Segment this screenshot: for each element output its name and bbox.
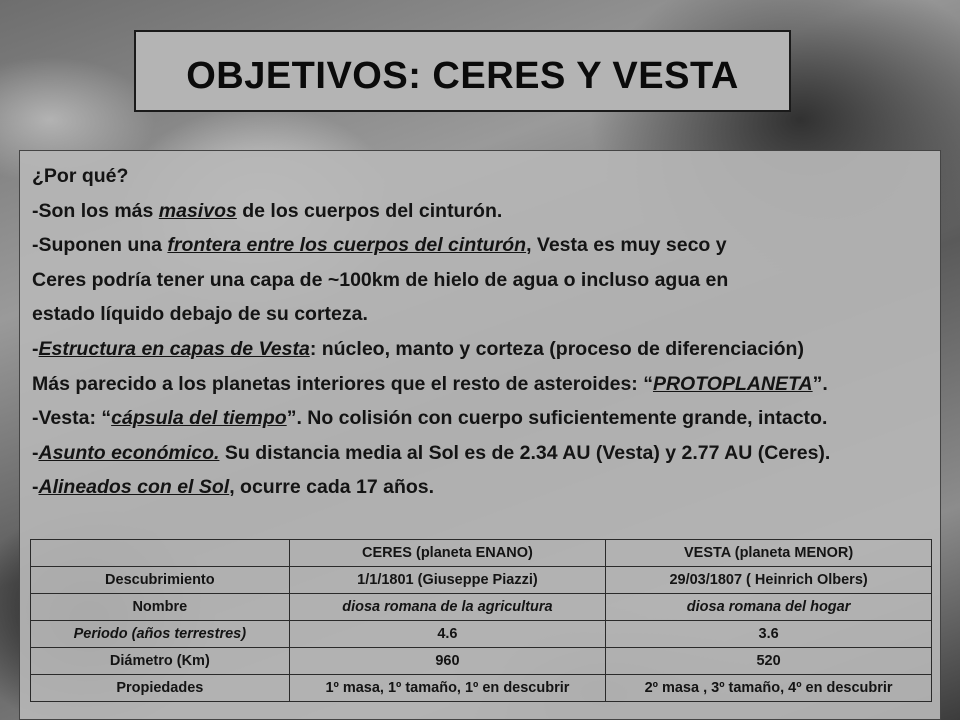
text-span: Ceres podría tener una capa de ~100km de hielo de agua o incluso agua en: [32, 268, 729, 291]
text-span: , ocurre cada 17 años.: [229, 476, 435, 499]
table-cell: 4.6: [289, 621, 606, 648]
text-line-6: [32, 332, 932, 367]
text-line-4: [32, 263, 932, 298]
text-block: [32, 159, 932, 505]
table-header-cell: CERES (planeta ENANO): [289, 540, 606, 567]
table-header-cell: VESTA (planeta MENOR): [606, 540, 932, 567]
table-row: [31, 621, 932, 648]
text-span: -Vesta: “: [32, 407, 112, 430]
text-line-8: [32, 401, 932, 436]
text-span: , Vesta es muy seco y: [526, 234, 727, 257]
text-span: ”. No colisión con cuerpo suficientemente grande, intacto.: [286, 407, 828, 430]
text-span: -: [32, 441, 39, 464]
text-span: estado líquido debajo de su corteza.: [32, 303, 368, 326]
content-box: [19, 150, 941, 720]
emphasis-span: frontera entre los cuerpos del cinturón: [167, 234, 527, 257]
table-cell: 1/1/1801 (Giuseppe Piazzi): [289, 567, 606, 594]
table-row: [31, 594, 932, 621]
text-line-9: [32, 436, 932, 471]
text-span: Su distancia media al Sol es de 2.34 AU (Vesta) y 2.77 AU (Ceres).: [219, 441, 831, 464]
table-cell: diosa romana de la agricultura: [289, 594, 606, 621]
emphasis-span: cápsula del tiempo: [111, 407, 287, 430]
table-row-label: Nombre: [31, 594, 290, 621]
comparison-table: [30, 539, 932, 702]
table-header-cell: [31, 540, 290, 567]
text-span: ”.: [812, 372, 828, 395]
title-box: [134, 30, 791, 112]
text-span: -: [32, 476, 39, 499]
table-row-label: Descubrimiento: [31, 567, 290, 594]
table-cell: 3.6: [606, 621, 932, 648]
emphasis-span: masivos: [158, 199, 237, 222]
table-cell: 1º masa, 1º tamaño, 1º en descubrir: [289, 675, 606, 702]
page-title: OBJETIVOS: CERES Y VESTA: [186, 54, 739, 97]
emphasis-span: Alineados con el Sol: [38, 476, 230, 499]
text-line-10: [32, 470, 932, 505]
text-line-2: [32, 194, 932, 229]
question-heading: ¿Por qué?: [32, 165, 129, 187]
text-line-7: [32, 367, 932, 402]
text-span: : núcleo, manto y corteza (proceso de diferenciación): [309, 337, 804, 360]
table-row-label: Propiedades: [31, 675, 290, 702]
table-cell: 520: [606, 648, 932, 675]
table-cell: diosa romana del hogar: [606, 594, 932, 621]
table-row-label: Diámetro (Km): [31, 648, 290, 675]
table-cell: 2º masa , 3º tamaño, 4º en descubrir: [606, 675, 932, 702]
emphasis-span: Asunto económico.: [38, 441, 220, 464]
text-line-1: [32, 159, 932, 194]
table-row: [31, 648, 932, 675]
text-line-3: [32, 228, 932, 263]
text-span: -Son los más: [32, 199, 159, 222]
text-line-5: [32, 297, 932, 332]
emphasis-span: PROTOPLANETA: [652, 372, 813, 395]
text-span: -: [32, 337, 39, 360]
emphasis-span: Estructura en capas de Vesta: [38, 337, 310, 360]
table-row-label: Periodo (años terrestres): [31, 621, 290, 648]
text-span: Más parecido a los planetas interiores que el resto de asteroides: “: [32, 372, 653, 395]
table-row: [31, 567, 932, 594]
table-cell: 960: [289, 648, 606, 675]
table-cell: 29/03/1807 ( Heinrich Olbers): [606, 567, 932, 594]
text-span: -Suponen una: [32, 234, 168, 257]
text-span: de los cuerpos del cinturón.: [236, 199, 503, 222]
table-header-row: [31, 540, 932, 567]
table-row: [31, 675, 932, 702]
